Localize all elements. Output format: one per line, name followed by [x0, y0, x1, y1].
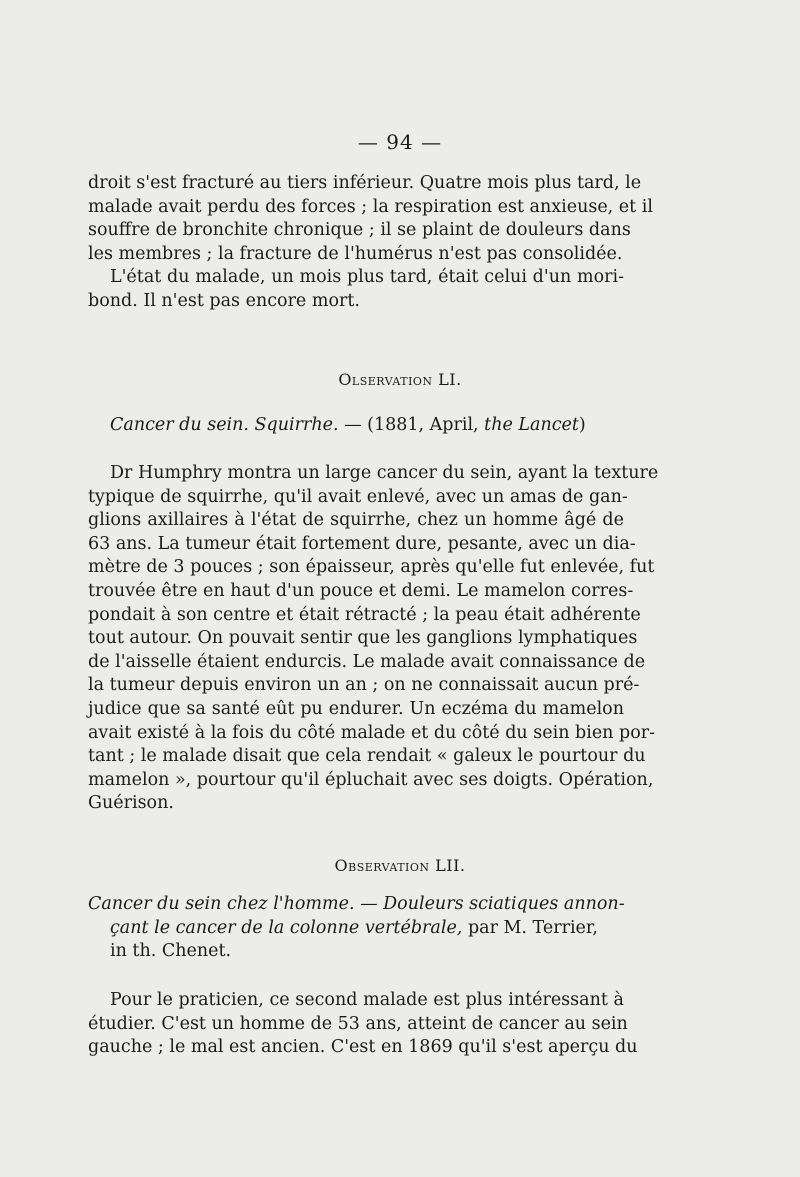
text-line: typique de squirrhe, qu'il avait enlevé, avec un amas de gan-	[88, 486, 628, 507]
observation-52-subtitle	[88, 893, 624, 964]
observation-51-body	[88, 462, 659, 816]
text-line: Pour le praticien, ce second malade est plus intéressant à	[110, 990, 624, 1010]
text-line: Guérison.	[88, 793, 174, 814]
text-line: droit s'est fracturé au tiers inférieur. Quatre mois plus tard, le	[88, 173, 642, 193]
observation-52-heading: Observation LII.	[334, 856, 466, 875]
observation-51-subtitle	[110, 414, 630, 438]
subtitle-line: in th. Chenet.	[110, 941, 232, 962]
state-paragraph	[88, 266, 624, 313]
text-line: glions axillaires à l'état de squirrhe, chez un homme âgé de	[88, 510, 624, 531]
text-line: judice que sa santé eût pu endurer. Un eczéma du mamelon	[88, 698, 624, 719]
text-line: de l'aisselle étaient endurcis. Le malade avait connaissance de	[88, 651, 646, 672]
text-line: la tumeur depuis environ un an ; on ne connaissait aucun pré-	[88, 675, 640, 696]
text-line: Dr Humphry montra un large cancer du sein, ayant la texture	[110, 463, 659, 483]
text-line: mamelon », pourtour qu'il épluchait avec ses doigts. Opération,	[88, 769, 654, 790]
text-line: mètre de 3 pouces ; son épaisseur, après qu'elle fut enlevée, fut	[88, 557, 655, 578]
subtitle-close: )	[578, 415, 586, 435]
subtitle-source: — (1881, April,	[338, 415, 485, 435]
text-line: L'état du malade, un mois plus tard, était celui d'un mori-	[110, 267, 624, 287]
text-line: malade avait perdu des forces ; la respiration est anxieuse, et il	[88, 196, 653, 217]
text-line: trouvée être en haut d'un pouce et demi. Le mamelon corres-	[88, 580, 634, 601]
text-line: 63 ans. La tumeur était fortement dure, pesante, avec un dia-	[88, 533, 636, 554]
observation-51-heading: Olservation LI.	[338, 370, 462, 389]
text-line: tout autour. On pouvait sentir que les ganglions lymphatiques	[88, 628, 638, 649]
text-line: bond. Il n'est pas encore mort.	[88, 290, 360, 311]
text-line: les membres ; la fracture de l'humérus n'est pas consolidée.	[88, 243, 623, 264]
page-number: — 94 —	[357, 130, 443, 154]
subtitle-journal: the Lancet	[484, 415, 579, 435]
text-line: avait existé à la fois du côté malade et du côté du sein bien por-	[88, 722, 656, 743]
text-line: souffre de bronchite chronique ; il se plaint de douleurs dans	[88, 220, 631, 241]
continuation-paragraph	[88, 172, 653, 266]
subtitle-italic: çant le cancer de la colonne vertébrale,	[110, 917, 463, 938]
subtitle-line	[88, 917, 624, 941]
observation-52-body	[88, 989, 638, 1060]
subtitle-line: Cancer du sein chez l'homme. — Douleurs sciatiques annon-	[88, 894, 625, 914]
text-line: gauche ; le mal est ancien. C'est en 1869 qu'il s'est aperçu du	[88, 1037, 638, 1058]
text-line: étudier. C'est un homme de 53 ans, atteint de cancer au sein	[88, 1013, 628, 1034]
text-line: pondait à son centre et était rétracté ; la peau était adhérente	[88, 604, 641, 625]
subtitle-italic: Cancer du sein. Squirrhe.	[110, 415, 339, 435]
subtitle-author: par M. Terrier,	[462, 917, 598, 938]
text-line: tant ; le malade disait que cela rendait « galeux le pourtour du	[88, 746, 646, 767]
